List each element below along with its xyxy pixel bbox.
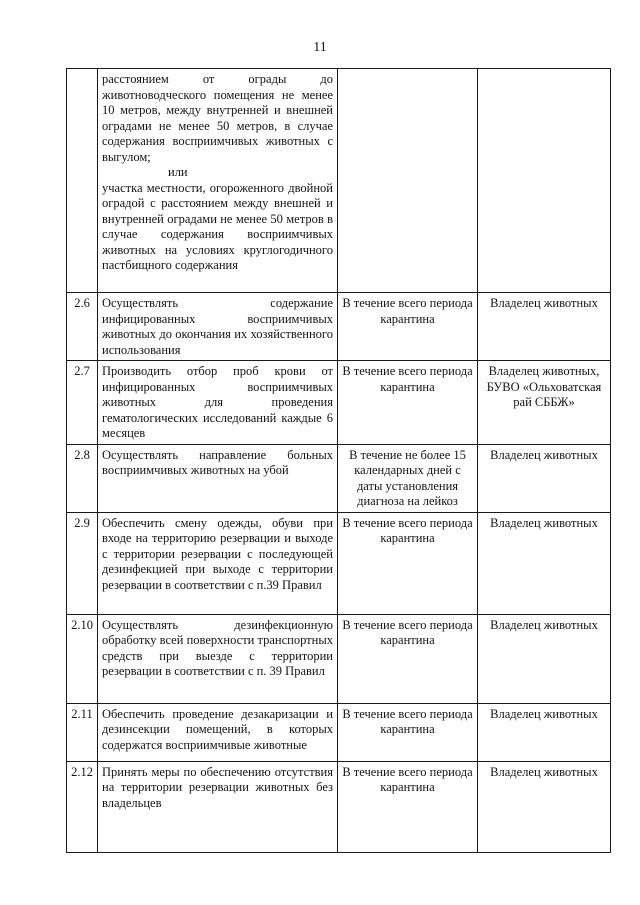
table-row: [67, 293, 611, 361]
table-row: [67, 512, 611, 614]
table-row: [67, 703, 611, 761]
responsible-text: Владелец животных: [478, 512, 611, 614]
term-text: В течение всего периода карантина: [338, 361, 478, 445]
measures-table: [66, 68, 611, 853]
responsible-text: Владелец животных: [478, 614, 611, 703]
term-text: В течение всего периода карантина: [338, 703, 478, 761]
or-separator: или: [168, 165, 188, 179]
measure-text: Осуществлять содержание инфицированных восприимчивых животных до окончания их хозяйственного использования: [98, 293, 338, 361]
row-number: 2.12: [67, 761, 98, 852]
row-number: 2.11: [67, 703, 98, 761]
table-row: [67, 361, 611, 445]
row-number: [67, 69, 98, 293]
term-cell: [338, 69, 478, 293]
row-number: 2.7: [67, 361, 98, 445]
responsible-text: Владелец животных: [478, 761, 611, 852]
row-number: 2.9: [67, 512, 98, 614]
responsible-text: Владелец животных: [478, 444, 611, 512]
page-number: 11: [313, 40, 327, 55]
measure-text: Обеспечить проведение дезакаризации и дезинсекции помещений, в которых содержатся восприимчивые животные: [98, 703, 338, 761]
responsible-text: Владелец животных, БУВО «Ольховатская рай СББЖ»: [478, 361, 611, 445]
measure-text: Обеспечить смену одежды, обуви при входе на территорию резервации и выходе с территории резервации с последующей дезинфекцией при выходе с территории резервации в соответствии с п.39 Правил: [98, 512, 338, 614]
row-number: 2.8: [67, 444, 98, 512]
term-text: В течение всего периода карантина: [338, 293, 478, 361]
measure-text: Принять меры по обеспечению отсутствия на территории резервации животных без владельцев: [98, 761, 338, 852]
measure-cell: [98, 69, 338, 293]
term-text: В течение всего периода карантина: [338, 761, 478, 852]
measure-text: Осуществлять дезинфекционную обработку всей поверхности транспортных средств при выезде с территории резервации в соответствии с п. 39 Правил: [98, 614, 338, 703]
term-text: В течение не более 15 календарных дней с даты установления диагноза на лейкоз: [338, 444, 478, 512]
table-row: [67, 761, 611, 852]
table-row: [67, 614, 611, 703]
measure-text: Осуществлять направление больных восприимчивых животных на убой: [98, 444, 338, 512]
term-text: В течение всего периода карантина: [338, 512, 478, 614]
responsible-cell: [478, 69, 611, 293]
table-row: [67, 444, 611, 512]
row-number: 2.10: [67, 614, 98, 703]
responsible-text: Владелец животных: [478, 293, 611, 361]
measure-text: Производить отбор проб крови от инфицированных восприимчивых животных для проведения гематологических исследований каждые 6 месяцев: [98, 361, 338, 445]
responsible-text: Владелец животных: [478, 703, 611, 761]
measure-text: расстоянием от ограды до животноводческого помещения не менее 10 метров, между внутренней и внешней оградами не менее 50 метров, в случае содержания восприимчивых животных с выгулом;: [102, 72, 333, 164]
row-number: 2.6: [67, 293, 98, 361]
measure-text: участка местности, огороженного двойной оградой с расстоянием между внешней и внутренней оградами не менее 50 метров в случае содержания восприимчивых животных на условиях круглогодичного пастбищного содержания: [102, 180, 333, 272]
term-text: В течение всего периода карантина: [338, 614, 478, 703]
table-row-continuation: [67, 69, 611, 293]
